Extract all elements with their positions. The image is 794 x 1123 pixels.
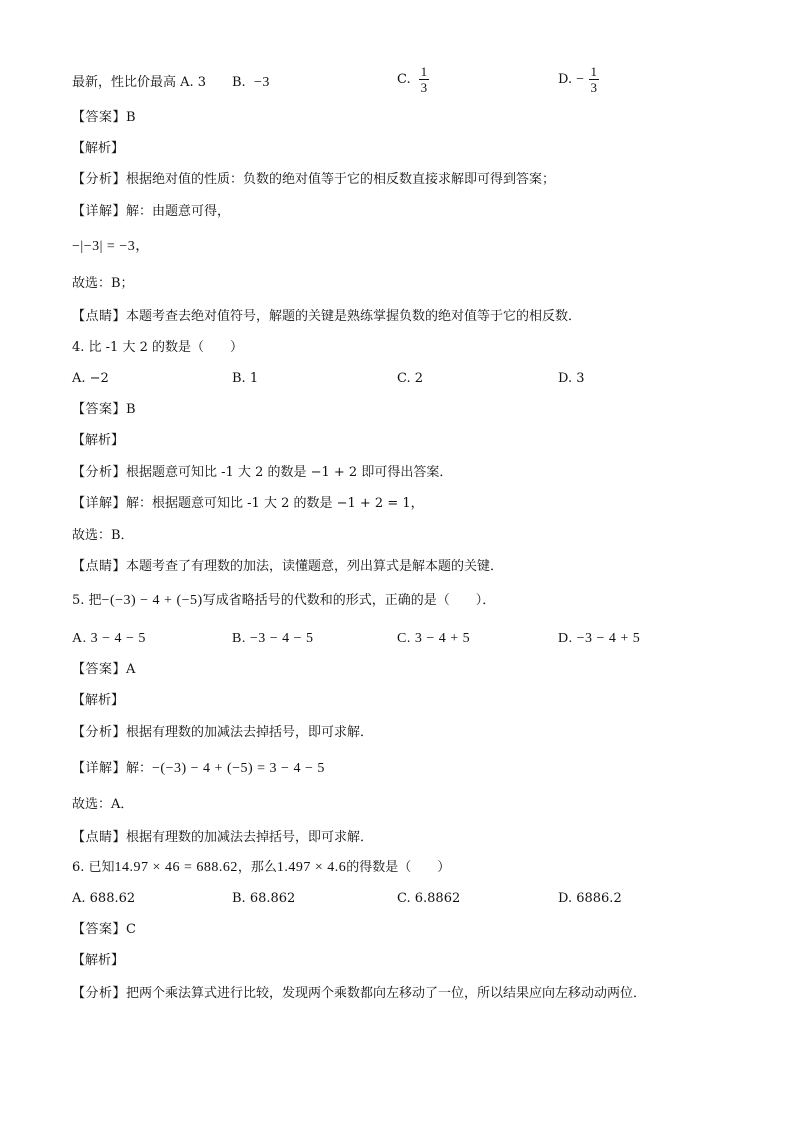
q6-answer: 【答案】C [72, 922, 136, 937]
q3-fenxi: 【分析】根据绝对值的性质：负数的绝对值等于它的相反数直接求解即可得到答案； [72, 172, 556, 187]
q3-prefix: 最新，性比价最高 [72, 75, 177, 90]
q4-choose: 故选：B． [72, 528, 134, 543]
q3-math: −|−3| = −3， [72, 239, 150, 254]
q4-option-d: D. 3 [558, 371, 585, 386]
q3-option-d-fraction: $\frac{1}{3}$ [590, 64, 597, 95]
q6-option-d: D. 6886.2 [558, 891, 622, 906]
q3-choose: 故选：B； [72, 276, 134, 291]
q4-answer: 【答案】B [72, 402, 136, 417]
q6-analysis-heading: 【解析】 [72, 953, 125, 968]
q5-stem: 5. 把−(−3) − 4 + (−5)写成省略括号的代数和的形式，正确的是（ ）． [72, 593, 496, 608]
q5-answer: 【答案】A [72, 662, 136, 677]
q5-fenxi: 【分析】根据有理数的加减法去掉括号，即可求解． [72, 725, 374, 740]
q3-option-a: A. 3 [180, 75, 207, 90]
q6-option-a: A. 688.62 [72, 891, 136, 906]
q4-option-c: C. 2 [397, 371, 424, 386]
q3-options-row [72, 74, 206, 92]
q6-fenxi: 【分析】把两个乘法算式进行比较，发现两个乘数都向左移动了一位，所以结果应向左移动动两位． [72, 986, 647, 1001]
q5-option-d: D. −3 − 4 + 5 [558, 631, 641, 646]
q3-xiangjie: 【详解】解：由题意可得， [72, 204, 231, 219]
q6-stem: 6. 已知14.97 × 46 = 688.62，那么1.497 × 4.6的得数是（ ） [72, 860, 451, 875]
q3-option-b: B. −3 [232, 75, 270, 90]
q3-option-c-fraction: $\frac{1}{3}$ [420, 64, 428, 95]
q3-answer: 【答案】B [72, 110, 136, 125]
q6-option-c: C. 6.8862 [397, 891, 461, 906]
q4-analysis-heading: 【解析】 [72, 433, 125, 448]
q5-option-a: A. 3 − 4 − 5 [72, 631, 146, 646]
q4-stem: 4. 比 -1 大 2 的数是（ ） [72, 340, 243, 355]
q4-fenxi: 【分析】根据题意可知比 -1 大 2 的数是 −1 + 2 即可得出答案． [72, 465, 453, 480]
q4-dianjing: 【点睛】本题考查了有理数的加法，读懂题意，列出算式是解本题的关键． [72, 559, 504, 574]
q3-option-d: D. − $\frac{1}{3}$ [558, 64, 597, 95]
q3-option-c: C. $\frac{1}{3}$ [397, 64, 428, 95]
q4-xiangjie: 【详解】解：根据题意可知比 -1 大 2 的数是 −1 + 2 = 1， [72, 496, 424, 511]
q5-xiangjie: 【详解】解：−(−3) − 4 + (−5) = 3 − 4 − 5 [72, 761, 325, 776]
q4-option-b: B. 1 [232, 371, 259, 386]
q4-option-a: A. −2 [72, 371, 109, 386]
q3-analysis-heading: 【解析】 [72, 141, 125, 156]
q5-option-c: C. 3 − 4 + 5 [397, 631, 471, 646]
q5-dianjing: 【点睛】根据有理数的加减法去掉括号，即可求解． [72, 830, 374, 845]
q6-option-b: B. 68.862 [232, 891, 296, 906]
q3-dianjing: 【点睛】本题考查去绝对值符号，解题的关键是熟练掌握负数的绝对值等于它的相反数． [72, 309, 582, 324]
q5-option-b: B. −3 − 4 − 5 [232, 631, 314, 646]
q5-analysis-heading: 【解析】 [72, 693, 125, 708]
q5-choose: 故选：A． [72, 797, 134, 812]
